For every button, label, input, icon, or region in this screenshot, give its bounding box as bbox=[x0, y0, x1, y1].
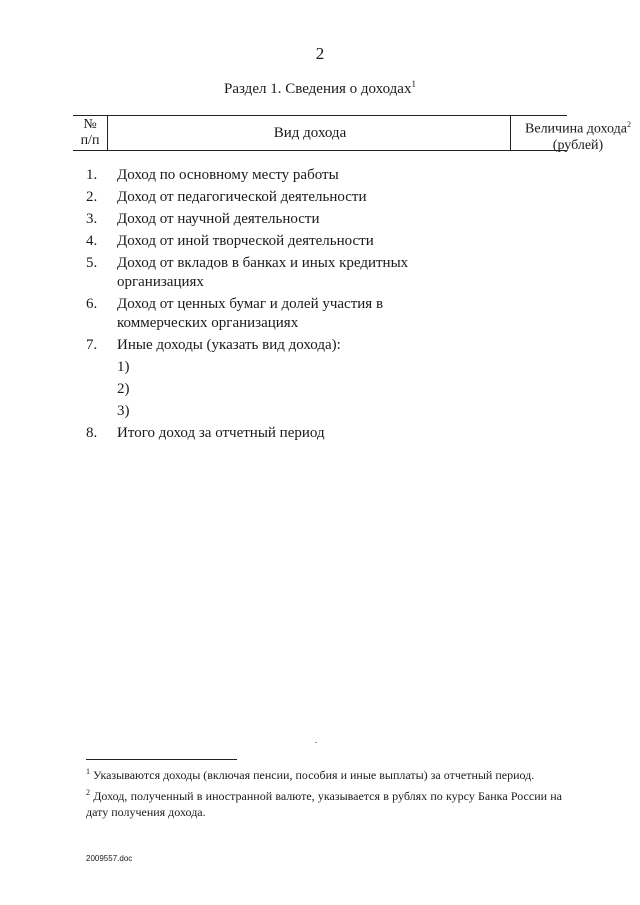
list-item-text: Доход от педагогической деятельности bbox=[117, 189, 367, 205]
column-number-label: № bbox=[83, 117, 97, 132]
list-item-text: Доход от вкладов в банках и иных кредитных организациях bbox=[117, 255, 409, 290]
other-income-subitem: 1) bbox=[117, 359, 130, 375]
list-item bbox=[86, 295, 397, 333]
column-number-header bbox=[73, 116, 107, 151]
scan-speck bbox=[315, 742, 317, 743]
footnote-2-text: Доход, полученный в иностранной валюте, указывается в рублях по курсу Банка России на дату получения дохода. bbox=[86, 789, 563, 819]
list-item-number: 5. bbox=[86, 255, 98, 271]
footnote-mark-1: 1 bbox=[86, 767, 90, 776]
column-divider bbox=[107, 116, 108, 150]
page-number: 2 bbox=[315, 44, 325, 63]
section-title bbox=[0, 79, 640, 98]
footnotes bbox=[86, 764, 562, 820]
list-item bbox=[86, 232, 526, 251]
column-number-sublabel: п/п bbox=[80, 133, 100, 148]
footnote-2 bbox=[86, 785, 562, 820]
list-item bbox=[86, 210, 526, 229]
list-item-number: 2. bbox=[86, 189, 98, 205]
list-item-number: 8. bbox=[86, 425, 98, 441]
footnote-ref-2: 2 bbox=[626, 120, 631, 129]
list-item bbox=[86, 424, 526, 443]
list-item-text: Доход от иной творческой деятельности bbox=[117, 233, 374, 249]
column-amount-label: Величина дохода bbox=[525, 121, 627, 137]
footnote-1 bbox=[86, 764, 562, 783]
list-item-number: 7. bbox=[86, 337, 98, 353]
list-item bbox=[86, 188, 526, 207]
list-item-text: Доход от научной деятельности bbox=[117, 211, 320, 227]
income-list bbox=[86, 166, 526, 446]
footnote-1-text: Указываются доходы (включая пенсии, пособия и иные выплаты) за отчетный период. bbox=[93, 768, 535, 782]
column-amount-header bbox=[511, 116, 640, 154]
list-item bbox=[86, 336, 526, 355]
list-item-number: 1. bbox=[86, 167, 98, 183]
list-item-text: Иные доходы (указать вид дохода): bbox=[117, 337, 341, 353]
list-item-number: 3. bbox=[86, 211, 98, 227]
document-filename: 2009557.doc bbox=[86, 854, 133, 863]
list-item bbox=[86, 254, 427, 292]
footnote-separator bbox=[86, 759, 237, 760]
income-table-header bbox=[73, 115, 631, 153]
list-item-number: 6. bbox=[86, 296, 98, 312]
column-income-type-header: Вид дохода bbox=[273, 125, 347, 141]
list-item bbox=[86, 166, 526, 185]
column-amount-unit: (рублей) bbox=[552, 137, 604, 153]
list-item-text: Итого доход за отчетный период bbox=[117, 425, 325, 441]
section-title-text: Раздел 1. Сведения о доходах bbox=[224, 81, 412, 97]
other-income-subitem: 3) bbox=[117, 403, 130, 419]
other-income-subitem: 2) bbox=[117, 381, 130, 397]
footnote-mark-2: 2 bbox=[86, 788, 90, 797]
list-item-number: 4. bbox=[86, 233, 98, 249]
list-item-text: Доход от ценных бумаг и долей участия в коммерческих организациях bbox=[117, 296, 384, 331]
footnote-ref-1: 1 bbox=[411, 79, 416, 89]
list-item-text: Доход по основному месту работы bbox=[117, 167, 339, 183]
